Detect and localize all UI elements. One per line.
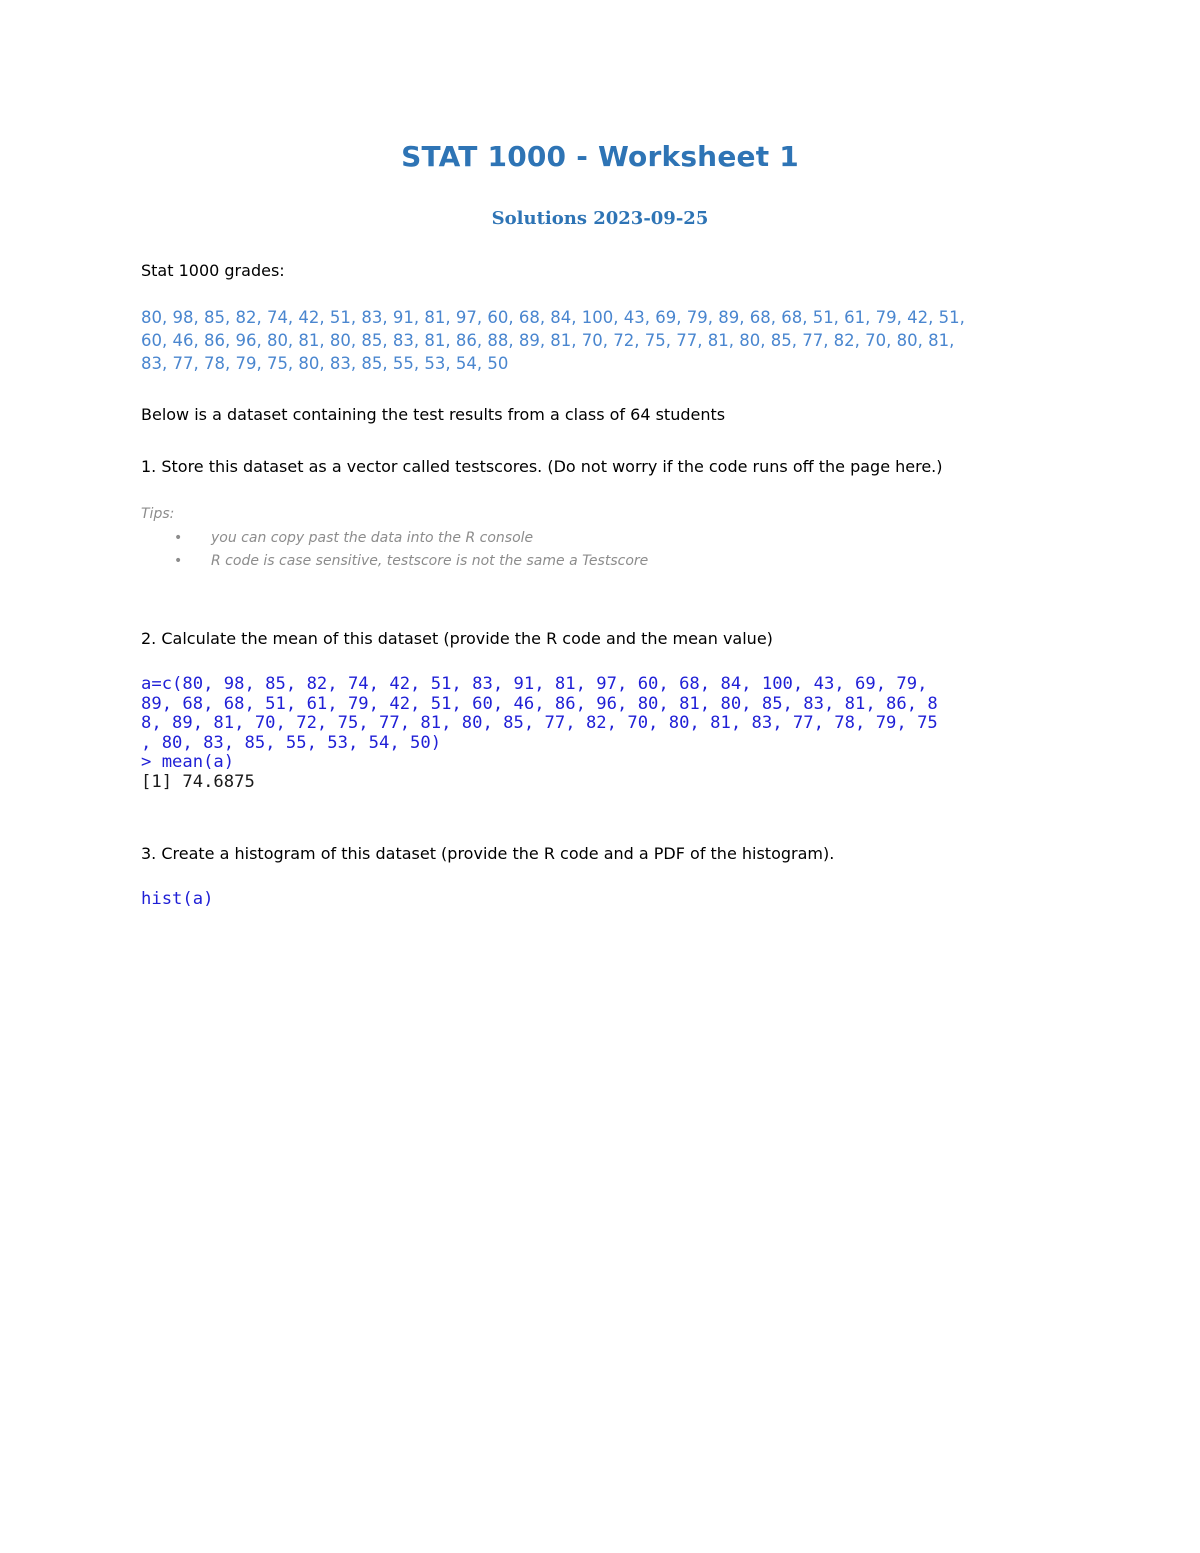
tips-list	[174, 527, 648, 573]
tip-item	[174, 527, 648, 550]
tip-item	[174, 550, 648, 573]
bullet-icon: •	[174, 530, 183, 546]
grades-line: 83, 77, 78, 79, 75, 80, 83, 85, 55, 53, 54, 50	[141, 354, 509, 373]
tip-text: R code is case sensitive, testscore is not the same a Testscore	[211, 553, 649, 569]
code-line: 89, 68, 68, 51, 61, 79, 42, 51, 60, 46, 86, 96, 80, 81, 80, 85, 83, 81, 86, 8	[141, 693, 938, 714]
bullet-icon: •	[174, 553, 183, 569]
code-line: hist(a)	[141, 889, 214, 909]
code-line: > mean(a)	[141, 752, 235, 772]
tips-label: Tips:	[141, 506, 175, 522]
tip-text: you can copy past the data into the R console	[211, 530, 534, 546]
grades-line: 80, 98, 85, 82, 74, 42, 51, 83, 91, 81, 97, 60, 68, 84, 100, 43, 69, 79, 89, 68, 68, 51, 61, 79, 42, 51,	[141, 308, 965, 327]
code-line: 8, 89, 81, 70, 72, 75, 77, 81, 80, 85, 77, 82, 70, 80, 81, 83, 77, 78, 79, 75	[141, 713, 938, 733]
grades-label: Stat 1000 grades:	[141, 261, 285, 280]
page-subtitle: Solutions 2023-09-25	[491, 208, 709, 229]
code-line: a=c(80, 98, 85, 82, 74, 42, 51, 83, 91, 81, 97, 60, 68, 84, 100, 43, 69, 79,	[141, 674, 928, 694]
intro-text: Below is a dataset containing the test results from a class of 64 students	[141, 405, 726, 424]
question-1: 1. Store this dataset as a vector called testscores. (Do not worry if the code runs off the page here.)	[141, 457, 943, 476]
code-output: [1] 74.6875	[141, 771, 255, 792]
question-2: 2. Calculate the mean of this dataset (provide the R code and the mean value)	[141, 629, 773, 648]
grades-line: 60, 46, 86, 96, 80, 81, 80, 85, 83, 81, 86, 88, 89, 81, 70, 72, 75, 77, 81, 80, 85, 77, 82, 70, 80, 81,	[141, 331, 955, 350]
code-line: , 80, 83, 85, 55, 53, 54, 50)	[141, 732, 442, 753]
question-3: 3. Create a histogram of this dataset (provide the R code and a PDF of the histogram).	[141, 844, 835, 863]
page-title: STAT 1000 - Worksheet 1	[401, 140, 799, 173]
